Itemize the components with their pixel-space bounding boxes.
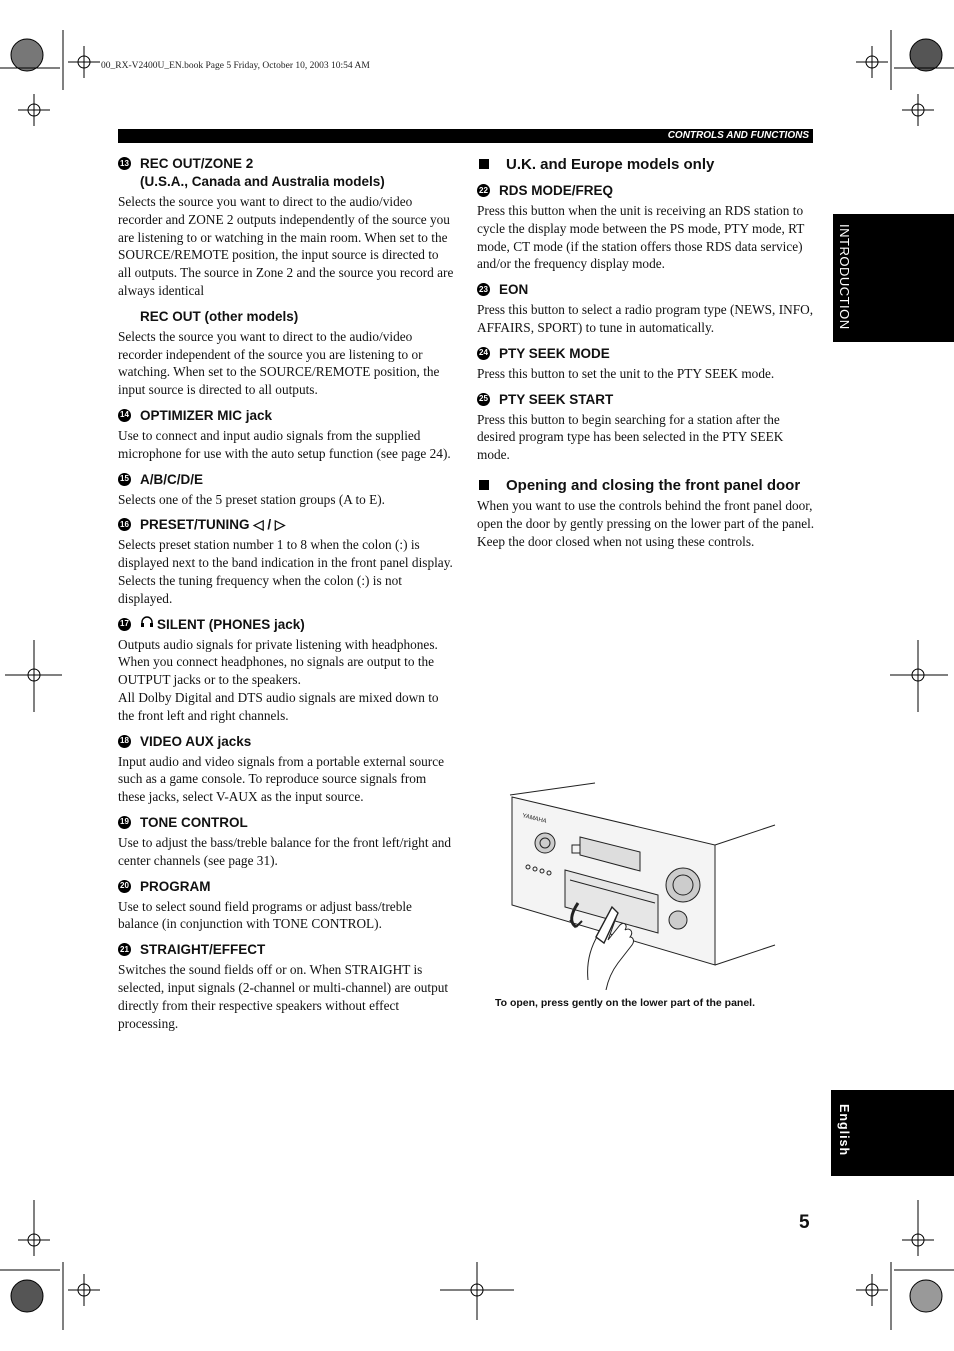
section-body: When you want to use the controls behind the front panel door, open the door by gently pressing on the lower part of the panel. Keep the door closed when not using these controls. [477, 497, 815, 549]
item-number: 18 [118, 735, 131, 748]
item-body: Press this button to select a radio program type (NEWS, INFO, AFFAIRS, SPORT) to tune in automatically. [477, 302, 814, 335]
side-tab-english [831, 1090, 954, 1176]
item-heading [118, 814, 454, 832]
section-bar-label: CONTROLS AND FUNCTIONS [667, 130, 809, 141]
item-heading [118, 878, 454, 896]
item-number: 23 [477, 283, 490, 296]
item-body: Selects one of the 5 preset station groups (A to E). [118, 491, 385, 507]
section-title: U.K. and Europe models only [506, 156, 715, 173]
item-title: REC OUT/ZONE 2 [140, 156, 254, 171]
item-title: SILENT (PHONES jack) [157, 616, 305, 632]
figure-caption: To open, press gently on the lower part of the panel. [495, 997, 755, 1009]
item-number: 22 [477, 184, 490, 197]
item-number: 17 [118, 618, 131, 631]
headphones-icon [140, 616, 154, 628]
right-column [477, 155, 815, 550]
item-title: OPTIMIZER MIC jack [140, 407, 273, 423]
square-bullet-icon [479, 480, 489, 490]
item-title: A/B/C/D/E [140, 471, 204, 487]
item-number: 24 [477, 347, 490, 360]
item-heading [118, 471, 454, 489]
item-body: Use to connect and input audio signals from the supplied microphone for use with the auto setup function (see page 24). [118, 427, 451, 461]
book-header: 00_RX-V2400U_EN.book Page 5 Friday, October 10, 2003 10:54 AM [101, 61, 370, 71]
item-body: Use to select sound field programs or adjust bass/treble balance (in conjunction with TONE CONTROL). [118, 898, 412, 932]
section-bar [118, 129, 813, 143]
item-title: PTY SEEK START [499, 391, 614, 407]
item-number: 20 [118, 880, 131, 893]
item-title: EON [499, 282, 529, 298]
item-heading [118, 941, 454, 959]
item-title: VIDEO AUX jacks [140, 733, 252, 749]
item-body: Use to adjust the bass/treble balance for the front left/right and center channels (see page 31). [118, 834, 452, 868]
item-heading [118, 616, 454, 634]
item-body: Switches the sound fields off or on. When STRAIGHT is selected, input signals (2-channel or multi-channel) are output directly from their respective speakers without effect processing. [118, 962, 449, 1031]
side-tab-english-label: English [837, 1104, 851, 1157]
item-title: PRESET/TUNING ◁ / ▷ [140, 517, 286, 533]
item-heading [477, 345, 815, 363]
item-title-line2: (U.S.A., Canada and Australia models) [140, 174, 385, 189]
item-number: 21 [118, 943, 131, 956]
section-heading [477, 155, 815, 174]
item-heading [477, 182, 815, 200]
side-tab-introduction [833, 214, 954, 342]
side-tab-introduction-label: INTRODUCTION [837, 224, 852, 330]
item-title: PTY SEEK MODE [499, 345, 610, 361]
item-title: TONE CONTROL [140, 814, 248, 830]
item-number: 25 [477, 393, 490, 406]
item-title: STRAIGHT/EFFECT [140, 942, 266, 958]
item-body: Press this button to begin searching for a station after the desired program type has been selected in the PTY SEEK mode. [477, 411, 784, 463]
item-number: 16 [118, 518, 131, 531]
item-number: 14 [118, 409, 131, 422]
svg-text:YAMAHA: YAMAHA [521, 813, 548, 825]
receiver-front-panel-illustration [500, 775, 790, 990]
item-heading [477, 281, 815, 299]
item-body: Outputs audio signals for private listening with headphones. When you connect headphones, no signals are output to the OUTPUT jacks or to the speakers. [118, 636, 438, 688]
item-heading [118, 407, 454, 425]
page-number: 5 [799, 1212, 810, 1233]
item-body: Press this button when the unit is receiving an RDS station to cycle the display mode between the PS mode, PTY mode, RT mode, CT mode (if the station offers those RDS data service) and/or the frequency display mode. [477, 203, 805, 272]
item-heading [118, 516, 454, 534]
item-body-extra: Selects the tuning frequency when the colon (:) is not displayed. [118, 572, 402, 606]
square-bullet-icon [479, 159, 489, 169]
left-column [118, 155, 454, 1032]
item-body: Press this button to set the unit to the PTY SEEK mode. [477, 365, 775, 381]
item-title: RDS MODE/FREQ [499, 183, 614, 198]
item-body: Input audio and video signals from a portable external source such as a game console. To reproduce source signals from these jacks, select V-AUX as the input source. [118, 753, 445, 805]
item-number: 19 [118, 816, 131, 829]
item-body: Selects the source you want to direct to the audio/video recorder independent of the source you are listening to or watching. When set to the SOURCE/REMOTE position, the input source is directed to all outputs. [118, 328, 440, 398]
item-number: 13 [118, 157, 131, 170]
item-subheading: REC OUT (other models) [140, 308, 299, 324]
section-heading [477, 476, 815, 495]
item-title: PROGRAM [140, 878, 211, 894]
item-heading [118, 733, 454, 751]
item-body: Selects the source you want to direct to the audio/video recorder and ZONE 2 outputs independently of the source you are listening to or watching in the main room. When set to the SOURCE/REMOTE position, the input source is directed to all outputs. The source in Zone 2 and the source you record are always identical [118, 194, 454, 298]
item-body-extra: All Dolby Digital and DTS audio signals are mixed down to the front left and right channels. [118, 689, 439, 723]
item-body: Selects preset station number 1 to 8 when the colon (:) is displayed next to the band indication in the front panel display. [118, 537, 453, 571]
item-number: 15 [118, 473, 131, 486]
section-title: Opening and closing the front panel door [506, 476, 801, 494]
item-heading [477, 391, 815, 409]
item-heading [118, 155, 454, 191]
